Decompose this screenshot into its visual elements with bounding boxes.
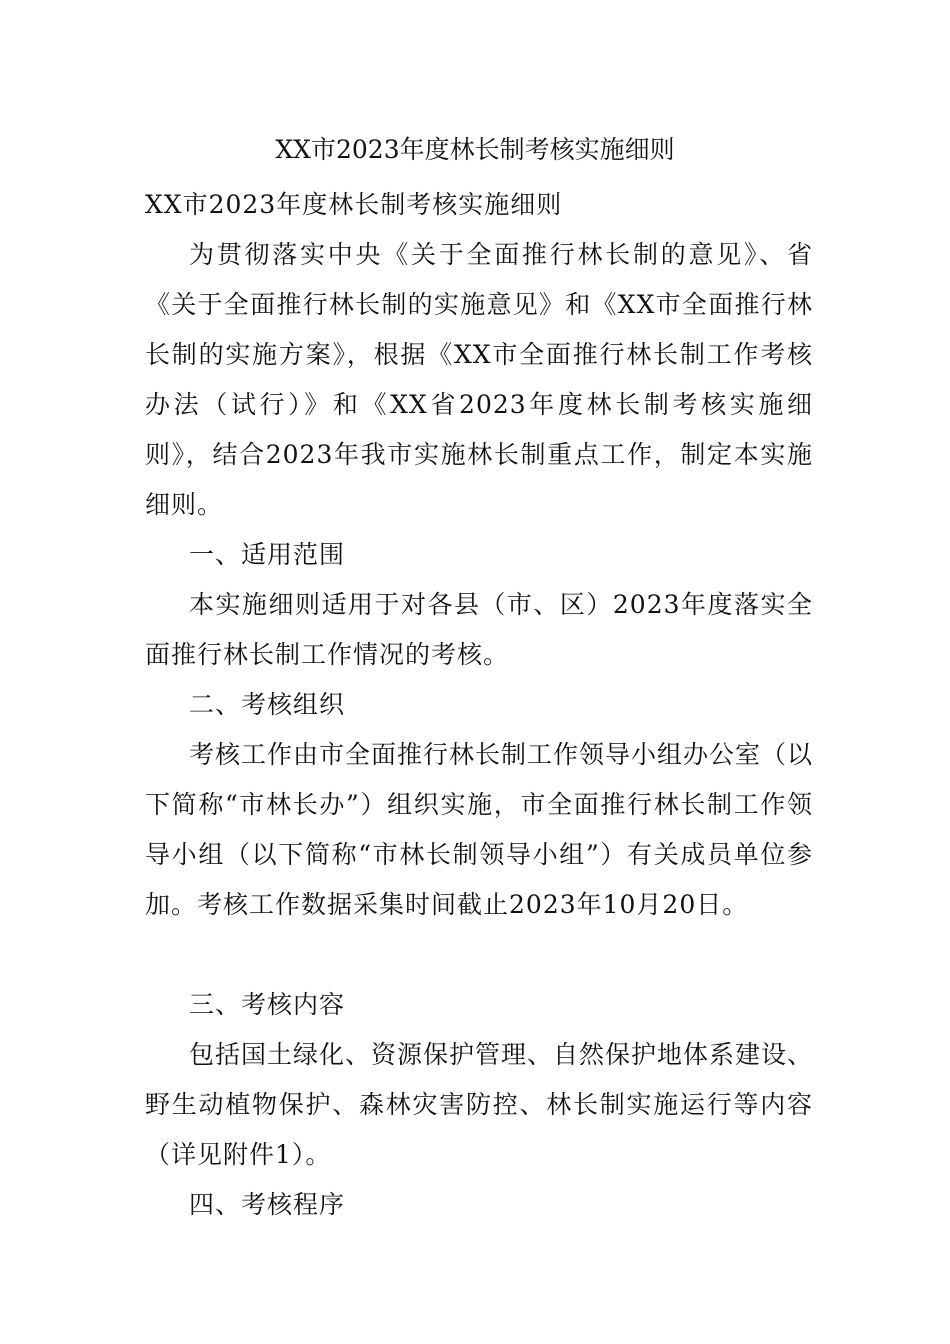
section-2-heading: 二、考核组织 [189,690,346,719]
section-1-body: 本实施细则适用于对各县（市、区）2023年度落实全面推行林长制工作情况的考核。 [145,590,813,669]
section-1-heading: 一、适用范围 [189,540,346,569]
document-subtitle: XX市2023年度林长制考核实施细则 [145,190,563,219]
section-3-heading: 三、考核内容 [189,990,346,1019]
intro-paragraph: 为贯彻落实中央《关于全面推行林长制的意见》、省《关于全面推行林长制的实施意见》和《XX市全面推行林长制的实施方案》，根据《XX市全面推行林长制工作考核办法（试行）》和《XX省2023年度林长制考核实施细则》，结合2023年我市实施林长制重点工作，制定本实施细则。 [145,240,813,519]
document-title: XX市2023年度林长制考核实施细则 [275,135,675,164]
section-3-body: 包括国土绿化、资源保护管理、自然保护地体系建设、野生动植物保护、森林灾害防控、林长制实施运行等内容（详见附件1）。 [145,1040,814,1169]
document-body [145,180,813,1230]
section-2-body: 考核工作由市全面推行林长制工作领导小组办公室（以下简称“市林长办”）组织实施，市全面推行林长制工作领导小组（以下简称“市林长制领导小组”）有关成员单位参加。考核工作数据采集时间截止2023年10月20日。 [145,740,814,919]
section-4-heading: 四、考核程序 [189,1190,346,1219]
paragraph-spacer [145,930,813,980]
